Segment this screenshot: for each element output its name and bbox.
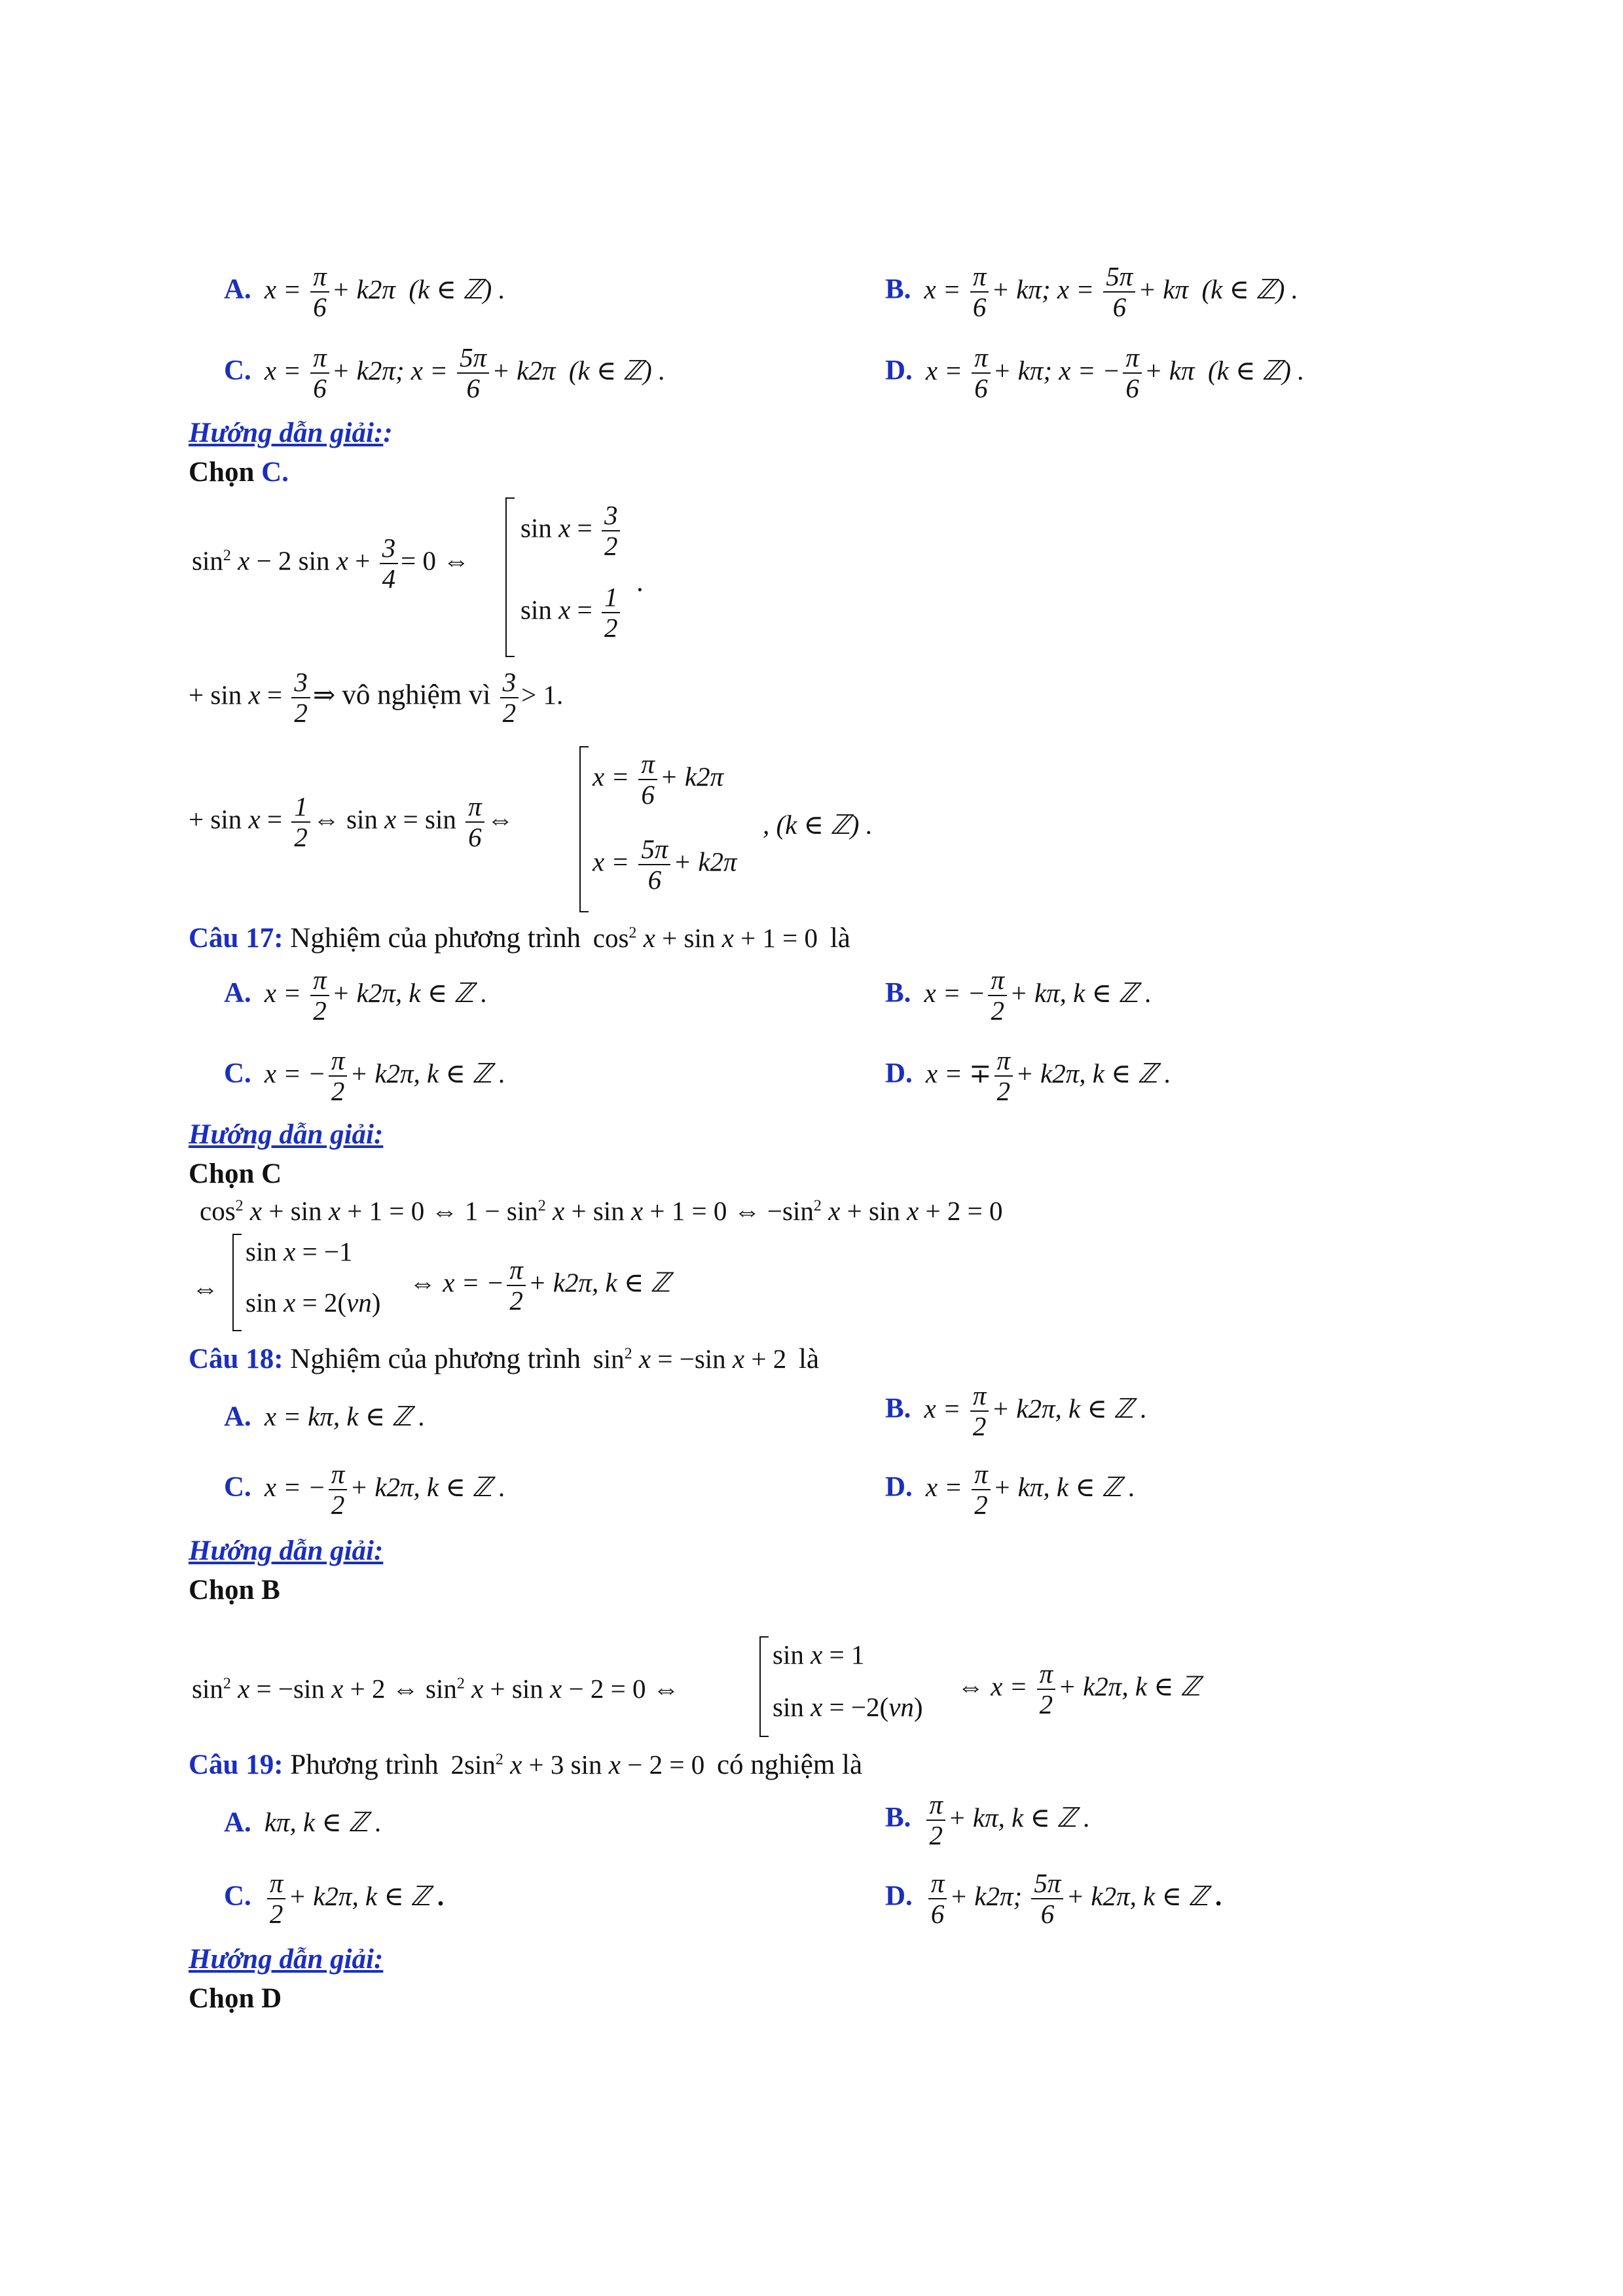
q16-option-a (224, 262, 505, 322)
q18-guide-heading: Hướng dẫn giải: (189, 1535, 384, 1566)
q16-guide-heading: Hướng dẫn giải:: (189, 418, 393, 448)
q18-option-a: A. x = kπ, k ∈ ℤ . (224, 1401, 426, 1432)
q16-bracket1 (505, 497, 515, 657)
q17-stem: Câu 17: Nghiệm của phương trình $\cos^2 x + \sin x + 1 = 0$ là (189, 923, 850, 954)
option-label: A. (224, 274, 251, 305)
q16-solution-line2: + sin x = $\frac{3}{2}$ ⇒ vô nghiệm vì $\frac{3}{2}$ > 1. (189, 667, 564, 728)
q16-choice: Chọn C. (189, 457, 289, 488)
q18-case1: sin x = 1 (773, 1640, 865, 1670)
option-expr: x = $\frac{\pi}{6}$ + kπ; x = $\frac{5\pi}{6}$ + kπ (k ∈ ℤ) . (924, 261, 1298, 323)
q17-guide-heading: Hướng dẫn giải: (189, 1119, 384, 1150)
option-label: C. (224, 355, 251, 386)
q16-k-set: , (k ∈ ℤ) . (763, 810, 873, 840)
q16-case1: sin x = $\frac{3}{2}$ (520, 501, 623, 561)
q17-choice: Chọn C (189, 1158, 282, 1189)
q18-choice: Chọn B (189, 1575, 280, 1605)
q16-option-c (224, 343, 665, 403)
q16-bracket2 (579, 746, 589, 912)
option-expr: x = $\frac{\pi}{6}$ + kπ; x = − $\frac{\pi}{6}$ + kπ (k ∈ ℤ) . (925, 342, 1305, 404)
q18-solution-left: $\sin^2 x = -\sin$ x + 2 ⇔ $\sin^2 x + \sin x - 2 = 0$ ⇔ (192, 1674, 680, 1704)
q16-solution-line3: + sin x = $\frac{1}{2}$ ⇔ sin x = sin $\frac{\pi}{6}$ ⇔ (189, 791, 514, 853)
q16-case2: sin x = $\frac{1}{2}$ (520, 583, 623, 643)
q18-result: ⇔ x = $\frac{\pi}{2}$ + k2π, k ∈ ℤ (957, 1659, 1201, 1720)
q17-option-b: B. x = − $\frac{\pi}{2}$ + kπ, k ∈ ℤ . (885, 965, 1152, 1026)
q17-solution-line1: $\cos^2 x + \sin x + 1 = 0$ ⇔ $1 - \sin^2 x + \sin x + 1 = 0$ ⇔ $-\sin^2$ x + sin x + 2 = 0 (200, 1196, 1003, 1226)
q19-choice: Chọn D (189, 1983, 282, 2014)
q19-option-b: B. $\frac{\pi}{2}$ + kπ, k ∈ ℤ . (885, 1789, 1091, 1851)
q18-option-d: D. x = $\frac{\pi}{2}$ + kπ, k ∈ ℤ . (885, 1459, 1135, 1520)
q18-bracket (759, 1636, 769, 1737)
q17-case1: sin x = −1 (246, 1236, 353, 1266)
q19-stem: Câu 19: Phương trình $2\sin^2$ x + 3 sin x − 2 = 0 có nghiệm là (189, 1749, 863, 1780)
q19-option-c: C. $\frac{\pi}{2}$ + k2π, k ∈ ℤ . (224, 1868, 445, 1929)
q17-bracket (232, 1234, 242, 1331)
q19-option-d: D. $\frac{\pi}{6}$ + k2π; $\frac{5\pi}{6}$ + k2π, k ∈ ℤ . (885, 1868, 1222, 1929)
q16-root1: x = $\frac{\pi}{6}$ + k2π (593, 749, 724, 810)
q18-case2: sin x = −2(vn) (773, 1692, 923, 1722)
q17-result: ⇔ x = − $\frac{\pi}{2}$ + k2π, k ∈ ℤ (409, 1255, 671, 1316)
option-label: B. (885, 274, 911, 305)
period: . (636, 567, 644, 598)
q19-option-a: A. kπ, k ∈ ℤ . (224, 1807, 382, 1838)
q17-option-c: C. x = − $\frac{\pi}{2}$ + k2π, k ∈ ℤ . (224, 1045, 506, 1107)
q16-option-d (885, 343, 1304, 403)
option-expr: x = $\frac{\pi}{6}$ + k2π (k ∈ ℤ) . (264, 261, 505, 323)
q18-option-c: C. x = − $\frac{\pi}{2}$ + k2π, k ∈ ℤ . (224, 1459, 506, 1520)
q19-guide-heading: Hướng dẫn giải: (189, 1944, 384, 1975)
q16-root2: x = $\frac{5\pi}{6}$ + k2π (593, 834, 737, 895)
q17-option-d: D. x = ∓ $\frac{\pi}{2}$ + k2π, k ∈ ℤ . (885, 1045, 1171, 1107)
q16-option-b (885, 262, 1298, 322)
q16-solution-line1: $\sin^2 x - 2$ sin x + $\frac{3}{4}$ = 0 ⇔ (192, 533, 470, 594)
q17-equiv: ⇔ (192, 1273, 219, 1303)
q18-option-b: B. x = $\frac{\pi}{2}$ + k2π, k ∈ ℤ . (885, 1380, 1148, 1442)
q17-case2: sin x = 2(vn) (246, 1287, 381, 1318)
option-expr: x = $\frac{\pi}{6}$ + k2π; x = $\frac{5\pi}{6}$ + k2π (k ∈ ℤ) . (264, 342, 666, 404)
q18-stem: Câu 18: Nghiệm của phương trình $\sin^2 x = -\sin$ x + 2 là (189, 1344, 820, 1374)
option-label: D. (885, 355, 913, 386)
q17-option-a: A. x = $\frac{\pi}{2}$ + k2π, k ∈ ℤ . (224, 965, 488, 1026)
